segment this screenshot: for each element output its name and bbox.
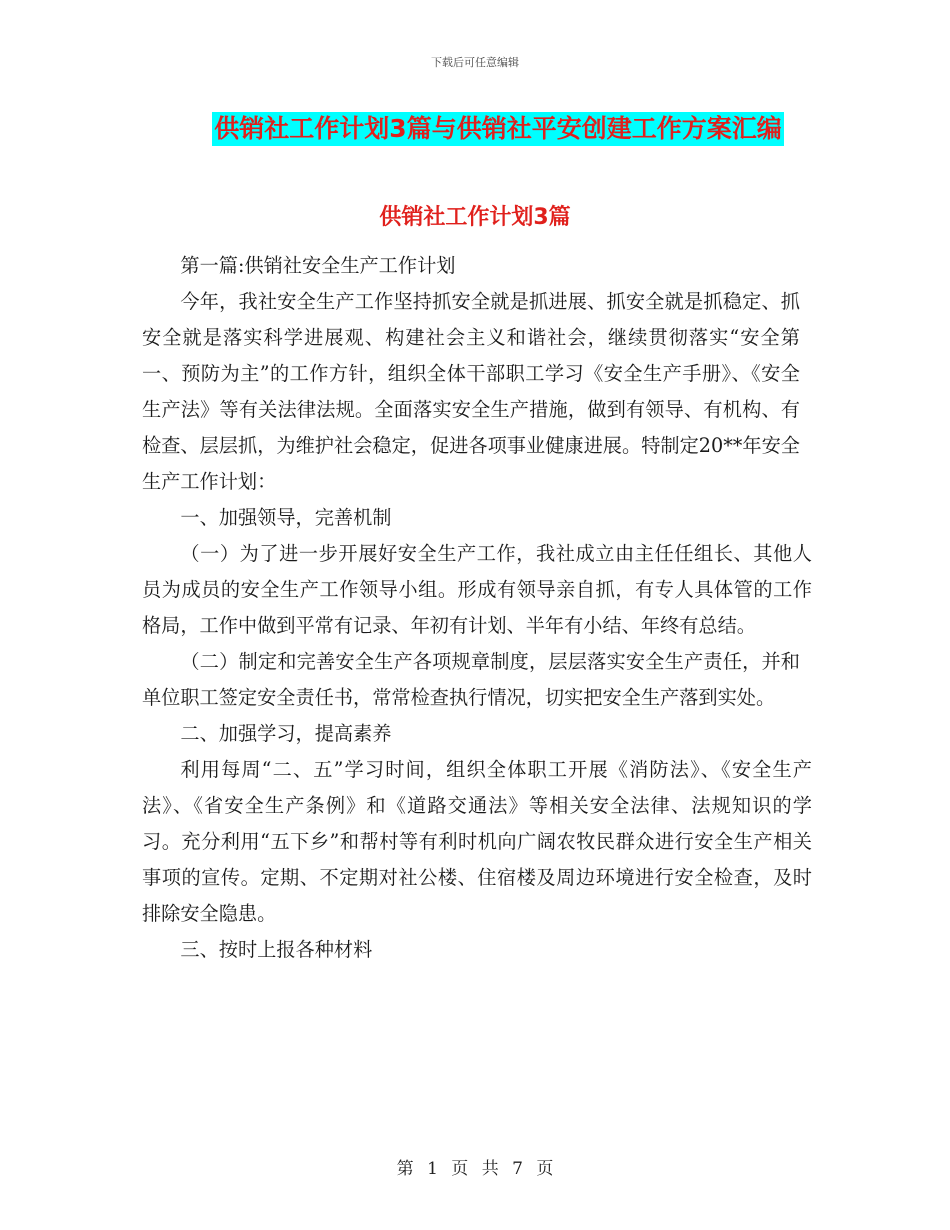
paragraph-study: 利用每周“二、五”学习时间，组织全体职工开展《消防法》、《安全生产法》、《省安全生产条例》和《道路交通法》等相关安全法律、法规知识的学习。充分利用“五下乡”和帮村等有利时机向广阔农牧民群众进行安全生产相关事项的宣传。定期、不定期对社公楼、住宿楼及周边环境进行安全检查，及时排除安全隐患。 (142, 758, 812, 925)
header-note: 下载后可任意编辑 (431, 56, 519, 69)
paragraph-item-1-1: （一）为了进一步开展好安全生产工作，我社成立由主任任组长、其他人员为成员的安全生产工作领导小组。形成有领导亲自抓，有专人具体管的工作格局，工作中做到平常有记录、年初有计划、半年有小结、年终有总结。 (142, 542, 812, 637)
paragraph-heading-1: 一、加强领导，完善机制 (180, 506, 392, 529)
paragraph-heading-part1: 第一篇:供销社安全生产工作计划 (180, 254, 456, 277)
paragraph-heading-2: 二、加强学习，提高素养 (180, 722, 392, 745)
main-title-container (0, 112, 950, 146)
main-title: 供销社工作计划3篇与供销社平安创建工作方案汇编 (212, 112, 783, 146)
paragraph-intro: 今年，我社安全生产工作坚持抓安全就是抓进展、抓安全就是抓稳定、抓安全就是落实科学进展观、构建社会主义和谐社会，继续贯彻落实“安全第一、预防为主”的工作方针，组织全体干部职工学习《安全生产手册》、《安全生产法》等有关法律法规。全面落实安全生产措施，做到有领导、有机构、有检查、层层抓，为维护社会稳定，促进各项事业健康进展。特制定20**年安全生产工作计划： (142, 290, 800, 493)
paragraph-heading-3: 三、按时上报各种材料 (180, 938, 373, 961)
document-body (142, 248, 812, 968)
section-title: 供销社工作计划3篇 (379, 205, 571, 230)
page-footer: 第 1 页 共 7 页 (396, 1159, 554, 1179)
paragraph-item-1-2: （二）制定和完善安全生产各项规章制度，层层落实安全生产责任，并和单位职工签定安全责任书，常常检查执行情况，切实把安全生产落到实处。 (142, 650, 800, 709)
